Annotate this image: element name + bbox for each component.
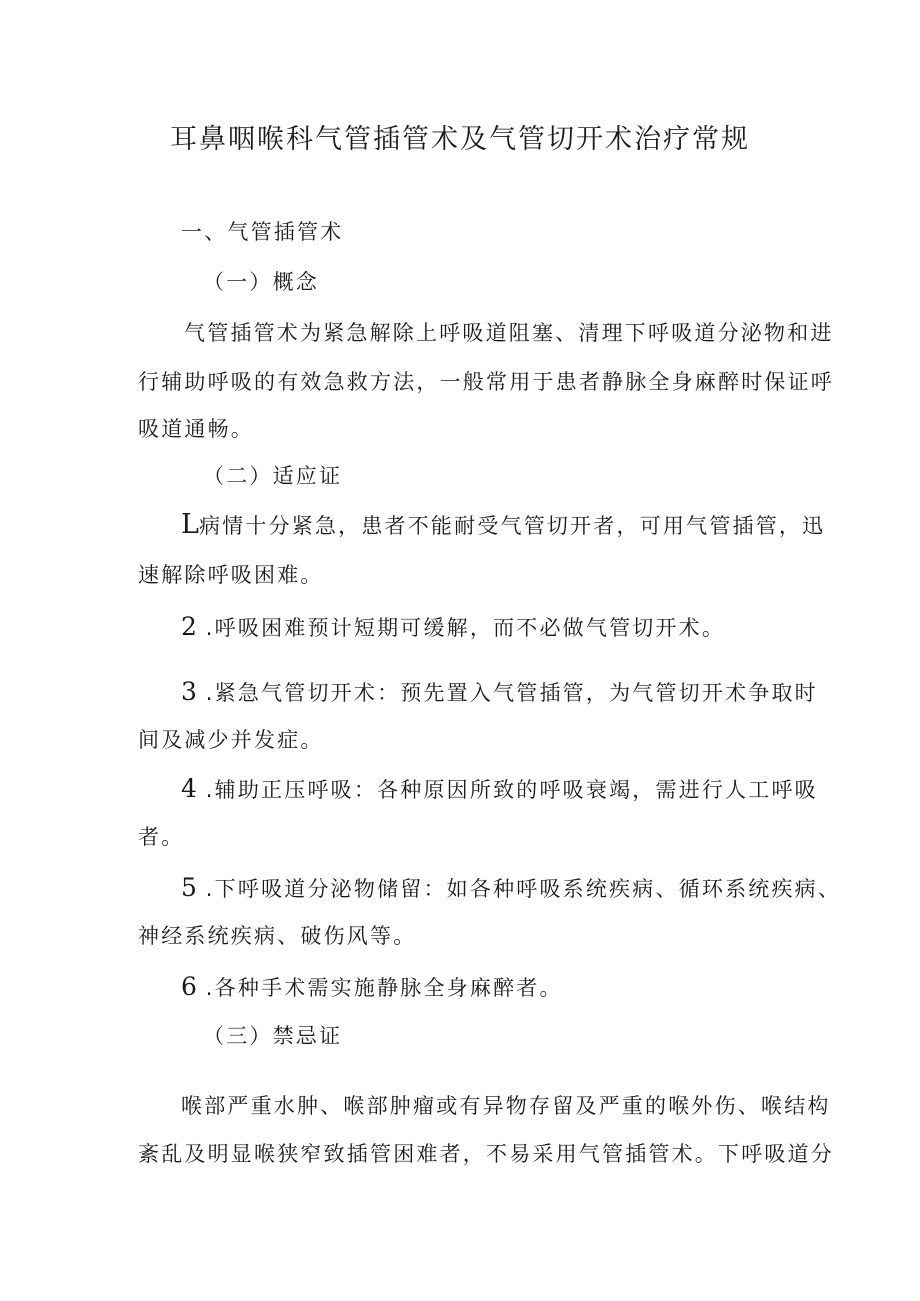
list-item-number: 6	[181, 972, 197, 1001]
list-item-text: .呼吸困难预计短期可缓解，而不必做气管切开术。	[205, 616, 726, 640]
paragraph-line: 紊乱及明显喉狭窄致插管困难者，不易采用气管插管术。下呼吸道分	[138, 1142, 834, 1166]
section-heading: 一、气管插管术	[181, 220, 344, 244]
list-item-continuation: 速解除呼吸困难。	[138, 563, 324, 587]
list-item-text: .紧急气管切开术：预先置入气管插管，为气管切开术争取时	[205, 681, 818, 705]
paragraph-line: 气管插管术为紧急解除上呼吸道阻塞、清理下呼吸道分泌物和进	[184, 321, 834, 345]
list-item-number: 5	[181, 873, 197, 902]
list-item-text: 病情十分紧急，患者不能耐受气管切开者，可用气管插管，迅	[198, 514, 826, 538]
subsection-heading-contraindications: （三）禁忌证	[203, 1024, 343, 1048]
paragraph-line: 吸道通畅。	[138, 417, 254, 441]
list-item	[181, 972, 563, 1003]
subsection-heading-indications: （二）适应证	[203, 464, 343, 488]
list-item	[181, 873, 841, 904]
list-item-text: .下呼吸道分泌物储留：如各种呼吸系统疾病、循环系统疾病、	[205, 877, 842, 901]
list-item-continuation: 间及减少并发症。	[138, 728, 324, 752]
list-item-text: .各种手术需实施静脉全身麻醉者。	[205, 976, 563, 1000]
list-item-continuation: 神经系统疾病、破伤风等。	[138, 924, 417, 948]
list-item-number: 3	[181, 677, 197, 706]
list-item	[181, 612, 725, 643]
list-item	[181, 677, 818, 708]
list-item-number: L	[181, 509, 199, 540]
list-item	[181, 510, 825, 541]
paragraph-line: 行辅助呼吸的有效急救方法，一般常用于患者静脉全身麻醉时保证呼	[138, 370, 834, 394]
paragraph-line: 喉部严重水肿、喉部肿瘤或有异物存留及严重的喉外伤、喉结构	[181, 1094, 831, 1118]
subsection-heading-concept: （一）概念	[203, 270, 319, 294]
list-item-number: 2	[181, 612, 197, 641]
list-item-continuation: 者。	[138, 825, 185, 849]
list-item-text: .辅助正压呼吸：各种原因所致的呼吸衰竭，需进行人工呼吸	[205, 778, 818, 802]
list-item	[181, 774, 818, 805]
list-item-number: 4	[181, 774, 197, 803]
document-title: 耳鼻咽喉科气管插管术及气管切开术治疗常规	[170, 124, 750, 155]
